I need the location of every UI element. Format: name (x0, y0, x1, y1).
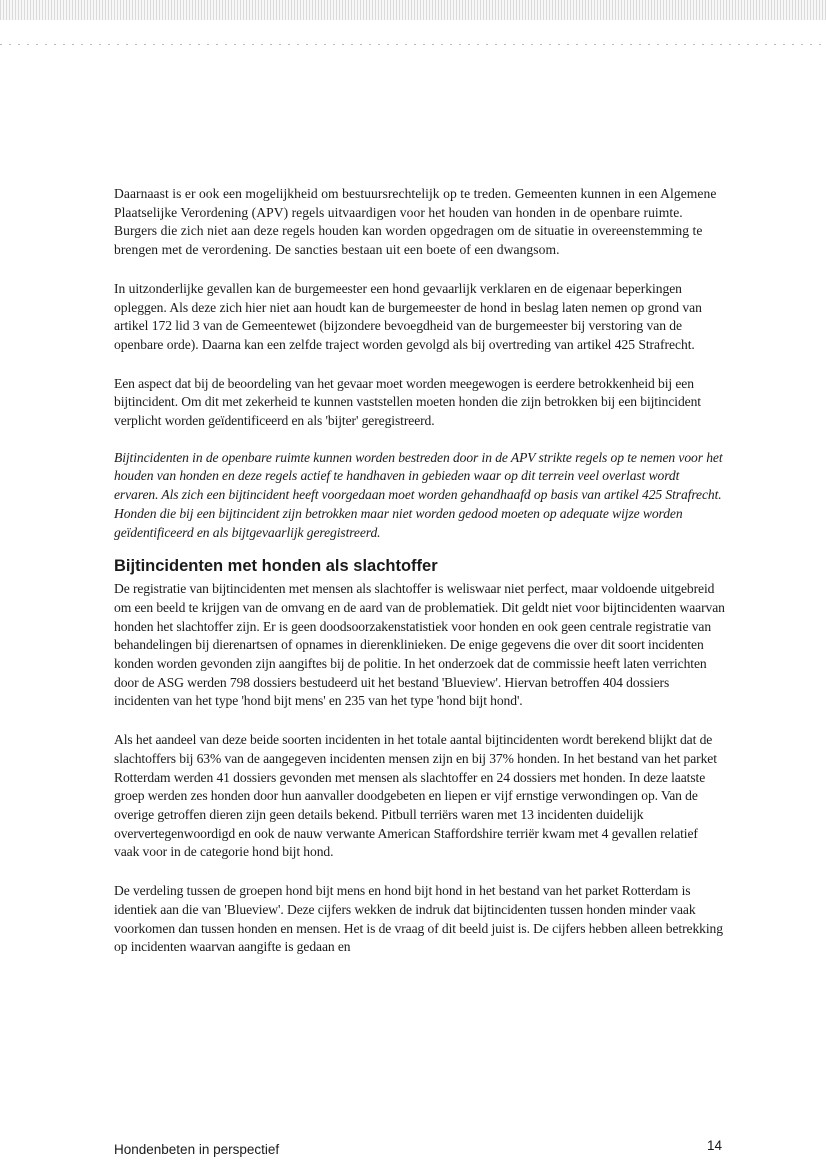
paragraph-aandeel: Als het aandeel van deze beide soorten incidenten in het totale aantal bijtincidenten wordt berekend blijkt dat de slachtoffers bij 63% van de aangegeven incidenten mensen zijn en bij 37% honden. In het bestand van het parket Rotterdam werden 41 dossiers gevonden met mensen als slachtoffer en 24 dossiers met honden. In deze laatste groep werden zes honden door hun aanvaller doodgebeten en liepen er vijf ernstige verwondingen op. Van de overige getroffen dieren zijn geen details bekend. Pitbull terriërs waren met 13 incidenten duidelijk oververtegenwoordigd en ook de nauw verwante American Staffordshire terriër kwam met 4 gevallen relatief vaak voor in de categorie hond bijt hond. (114, 732, 717, 860)
paragraph-burgemeester: In uitzonderlijke gevallen kan de burgemeester een hond gevaarlijk verklaren en de eigenaar beperkingen opleggen. Als deze zich hier niet aan houdt kan de burgemeester de hond in beslag laten nemen op grond van artikel 172 lid 3 van de Gemeentewet (bijzondere bevoegdheid van de burgemeester bij verstoring van de openbare orde). Daarna kan een zelfde traject worden gevolgd als bij overtreding van artikel 425 Strafrecht. (114, 280, 702, 352)
page-body (114, 185, 726, 977)
page-footer (114, 1138, 722, 1157)
paragraph-summary-italic: Bijtincidenten in de openbare ruimte kunnen worden bestreden door in de APV strikte regels op te nemen voor het houden van honden en deze regels actief te handhaven in gebieden waar op dit terrein veel overlast wordt ervaren. Als zich een bijtincident heeft voorgedaan moet worden gehandhaafd op basis van artikel 425 Strafrecht. Honden die bij een bijtincident zijn betrokken maar niet worden gedood moeten op adequate wijze worden geïdentificeerd en als bijtgevaarlijk geregistreerd. (114, 449, 723, 540)
scan-artifact-top (0, 0, 826, 20)
paragraph-registratie: De registratie van bijtincidenten met mensen als slachtoffer is weliswaar niet perfect, maar voldoende uitgebreid om een beeld te krijgen van de omvang en de aard van de problematiek. Dit geldt niet voor bijtincidenten waarvan honden het slachtoffer zijn. Er is geen doodsoorzakenstatistiek voor honden en ook geen centrale registratie van behandelingen bij dierenartsen of opnames in dierenklinieken. De enige gegevens die over dit soort incidenten konden worden gevonden zijn aangiftes bij de politie. In het onderzoek dat de commissie heeft laten verrichten door de ASG werden 798 dossiers bestudeerd uit het bestand 'Blueview'. Hiervan betroffen 404 dossiers incidenten van het type 'hond bijt mens' en 235 van het type 'hond bijt hond'. (114, 581, 725, 709)
page-number: 14 (706, 1138, 722, 1153)
paragraph-verdeling: De verdeling tussen de groepen hond bijt mens en hond bijt hond in het bestand van het parket Rotterdam is identiek aan die van 'Blueview'. Deze cijfers wekken de indruk dat bijtincidenten tussen honden minder vaak voorkomen dan tussen honden en mensen. Het is de vraag of dit beeld juist is. De cijfers hebben alleen betrekking op incidenten waarvan aangifte is gedaan en (114, 883, 723, 955)
footer-title: Hondenbeten in perspectief (114, 1142, 280, 1157)
paragraph-apv: Daarnaast is er ook een mogelijkheid om bestuursrechtelijk op te treden. Gemeenten kunnen in een Algemene Plaatselijke Verordening (APV) regels uitvaardigen voor het houden van honden in de openbare ruimte. Burgers die zich niet aan deze regels houden kan worden opgedragen om de situatie in overeenstemming te brengen met de verordening. De sancties bestaan uit een boete of een dwangsom. (114, 186, 717, 258)
scan-artifact-line (0, 44, 826, 45)
paragraph-identificatie: Een aspect dat bij de beoordeling van het gevaar moet worden meegewogen is eerdere betrokkenheid bij een bijtincident. Om dit met zekerheid te kunnen vaststellen moeten honden die zijn betrokken bij een bijtincident verplicht worden geïdentificeerd en als 'bijter' geregistreerd. (114, 375, 701, 429)
section-heading: Bijtincidenten met honden als slachtoffer (114, 557, 438, 576)
